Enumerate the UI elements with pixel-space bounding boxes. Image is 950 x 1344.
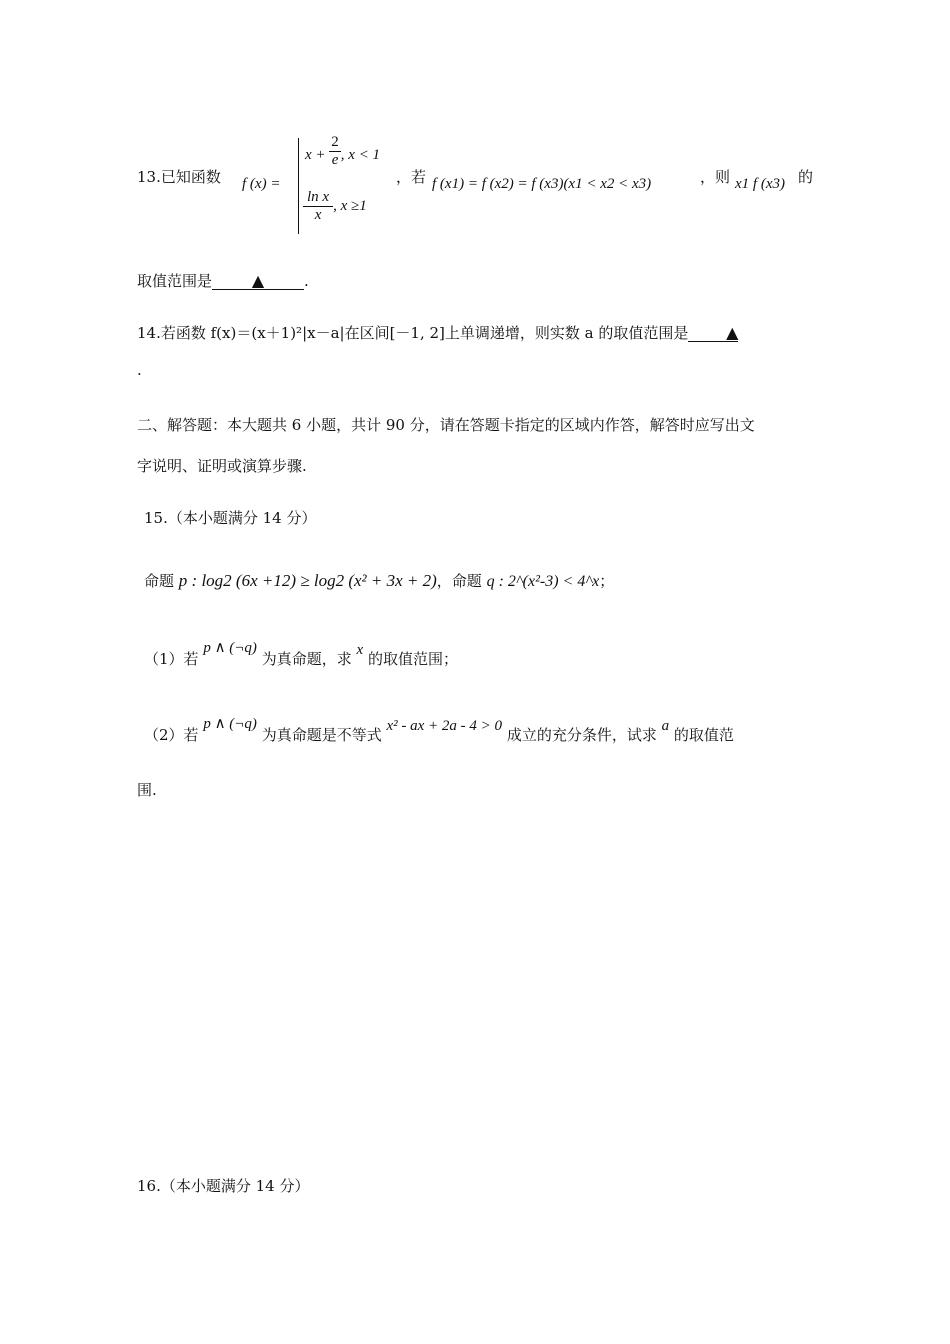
q15-part2-mid: 为真命题是不等式 bbox=[261, 726, 382, 744]
section2-heading-line2: 字说明、证明或演算步骤. bbox=[137, 457, 307, 475]
q15-part1-label: （1）若 bbox=[144, 650, 199, 668]
q13-intro: 已知函数 bbox=[160, 168, 221, 186]
q13-case1-den: e bbox=[331, 152, 339, 168]
q13-case2-num: ln x bbox=[303, 189, 333, 207]
q15-q-expr: q : 2^(x²-3) < 4^x bbox=[486, 573, 600, 590]
q16-header: 16.（本小题满分 14 分） bbox=[137, 1177, 310, 1195]
q13-target: x1 f (x3) bbox=[735, 176, 785, 192]
q13-ruo: ，若 bbox=[396, 168, 427, 186]
q15-header: 15.（本小题满分 14 分） bbox=[144, 509, 317, 527]
q13-case1-expr: x + bbox=[305, 146, 326, 163]
q13-answer-blank bbox=[212, 272, 304, 290]
q15-part2-label: （2）若 bbox=[144, 726, 199, 744]
q15-part2-ineq: x² - ax + 2a - 4 > 0 bbox=[386, 718, 503, 734]
q13-ze: ，则 bbox=[700, 168, 731, 186]
q15-part2-var: a bbox=[661, 718, 670, 734]
q13-case1-fraction bbox=[329, 134, 341, 169]
q13-case2-fraction bbox=[303, 189, 333, 224]
q13-case1-cond: , x < 1 bbox=[340, 146, 381, 163]
q15-part1-expr: p ∧ (¬q) bbox=[203, 640, 257, 656]
q14-line bbox=[137, 322, 738, 343]
q15-part2-expr: p ∧ (¬q) bbox=[203, 716, 257, 732]
triangle-icon: ▲ bbox=[251, 271, 265, 290]
q13-case1-num: 2 bbox=[331, 134, 339, 150]
q15-part2-line2: 围. bbox=[137, 781, 157, 799]
q13-case2-cond: , x ≥1 bbox=[333, 197, 367, 214]
q15-part1 bbox=[144, 640, 458, 669]
q15-propositions bbox=[144, 570, 614, 591]
q15-p-expr: p : log2 (6x +12) ≥ log2 (x² + 3x + 2) bbox=[178, 571, 437, 590]
q15-part2 bbox=[144, 716, 734, 745]
triangle-icon: ▲ bbox=[726, 323, 739, 342]
q13-line2-text: 取值范围是 bbox=[137, 272, 213, 290]
q13-de: 的 bbox=[798, 168, 814, 186]
q13-number-intro bbox=[137, 166, 221, 187]
q15-part1-var: x bbox=[356, 642, 364, 658]
q15-p-label: 命题 bbox=[144, 572, 175, 590]
section2-heading-line1: 二、解答题：本大题共 6 小题，共计 90 分，请在答题卡指定的区域内作答，解答时应写出文 bbox=[137, 416, 755, 434]
q14-end: . bbox=[137, 361, 142, 379]
q14-text: 若函数 f(x)＝(x＋1)²|x－a|在区间[－1, 2]上单调递增，则实数 a 的取值范围是 bbox=[160, 324, 689, 342]
q15-part1-end: 的取值范围； bbox=[367, 650, 458, 668]
q13-case1 bbox=[305, 134, 381, 169]
q15-part1-mid: 为真命题，求 bbox=[261, 650, 352, 668]
q13-end: . bbox=[304, 272, 309, 290]
q15-part2-mid2: 成立的充分条件，试求 bbox=[506, 726, 657, 744]
q13-number: 13. bbox=[137, 168, 161, 186]
q15-part2-end: 的取值范 bbox=[673, 726, 734, 744]
q15-prop-end: ； bbox=[599, 572, 615, 590]
q14-number: 14. bbox=[137, 324, 161, 342]
q13-f-lhs: f (x) = bbox=[242, 176, 281, 192]
q13-case2-den: x bbox=[314, 207, 322, 223]
q13-case2 bbox=[303, 189, 367, 224]
q13-equation: f (x1) = f (x2) = f (x3)(x1 < x2 < x3) bbox=[432, 176, 652, 192]
q13-line2 bbox=[137, 270, 309, 291]
q15-q-label: ，命题 bbox=[436, 572, 482, 590]
q14-answer-blank bbox=[688, 324, 738, 342]
